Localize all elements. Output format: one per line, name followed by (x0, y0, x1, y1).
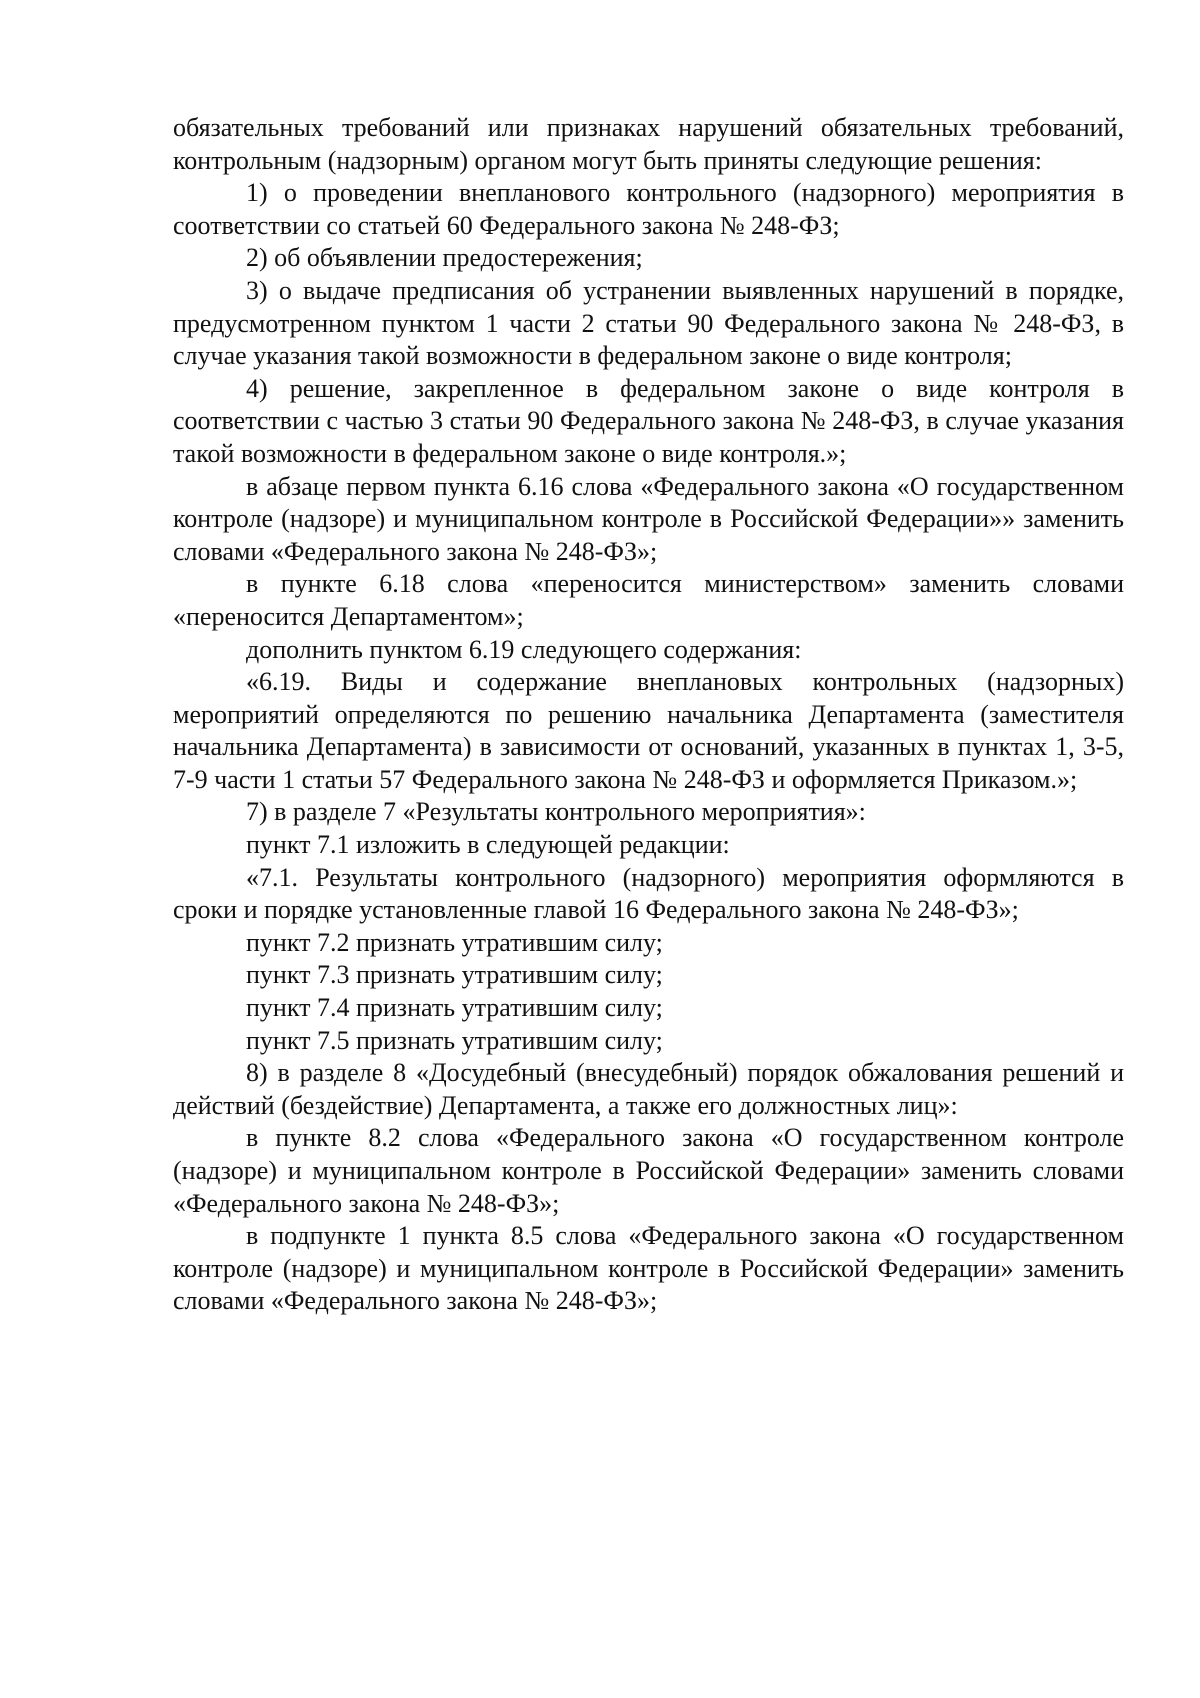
paragraph-6-18: в пункте 6.18 слова «переносится министерством» заменить словами «переносится Департаментом»; (173, 569, 1124, 631)
paragraph-section-7: 7) в разделе 7 «Результаты контрольного мероприятия»: (246, 797, 866, 827)
paragraph-intro: обязательных требований или признаках нарушений обязательных требований, контрольным (надзорным) органом могут быть приняты следующие решения: (173, 113, 1124, 175)
paragraph-item-1: 1) о проведении внепланового контрольного (надзорного) мероприятия в соответствии со статьей 60 Федерального закона № 248-ФЗ; (173, 178, 1124, 240)
paragraph-section-8: 8) в разделе 8 «Досудебный (внесудебный) порядок обжалования решений и действий (бездействие) Департамента, а также его должностных лиц»: (173, 1058, 1124, 1120)
paragraph-add-6-19: дополнить пунктом 6.19 следующего содержания: (246, 634, 802, 664)
paragraph-7-1: «7.1. Результаты контрольного (надзорного) мероприятия оформляются в сроки и порядке установленные главой 16 Федерального закона № 248-ФЗ»; (173, 862, 1124, 925)
paragraph-7-4: пункт 7.4 признать утратившим силу; (246, 993, 663, 1023)
paragraph-6-16: в абзаце первом пункта 6.16 слова «Федерального закона «О государственном контроле (надзоре) и муниципальном контроле в Российской Федерации»» заменить словами «Федерального закона № 248-ФЗ»; (173, 471, 1124, 566)
paragraph-7-1-intro: пункт 7.1 изложить в следующей редакции: (246, 830, 730, 860)
paragraph-7-5: пункт 7.5 признать утратившим силу; (246, 1025, 663, 1055)
paragraph-item-4: 4) решение, закрепленное в федеральном законе о виде контроля в соответствии с частью 3 статьи 90 Федерального закона № 248-ФЗ, в случае указания такой возможности в федеральном законе о виде контроля.»; (173, 373, 1124, 468)
paragraph-7-2: пункт 7.2 признать утратившим силу; (246, 927, 663, 957)
paragraph-item-2: 2) об объявлении предостережения; (246, 243, 643, 273)
paragraph-7-3: пункт 7.3 признать утратившим силу; (246, 960, 663, 990)
document-body (173, 112, 1124, 1318)
paragraph-8-5: в подпункте 1 пункта 8.5 слова «Федерального закона «О государственном контроле (надзоре) и муниципальном контроле в Российской Федерации» заменить словами «Федерального закона № 248-ФЗ»; (173, 1221, 1124, 1316)
paragraph-item-3: 3) о выдаче предписания об устранении выявленных нарушений в порядке, предусмотренном пунктом 1 части 2 статьи 90 Федерального закона № 248-ФЗ, в случае указания такой возможности в федеральном законе о виде контроля; (173, 275, 1124, 371)
paragraph-8-2: в пункте 8.2 слова «Федерального закона «О государственном контроле (надзоре) и муниципальном контроле в Российской Федерации» заменить словами «Федерального закона № 248-ФЗ»; (173, 1123, 1124, 1218)
paragraph-6-19: «6.19. Виды и содержание внеплановых контрольных (надзорных) мероприятий определяются по решению начальника Департамента (заместителя начальника Департамента) в зависимости от оснований, указанных в пунктах 1, 3-5, 7-9 части 1 статьи 57 Федерального закона № 248-ФЗ и оформляется Приказом.»; (173, 667, 1124, 794)
